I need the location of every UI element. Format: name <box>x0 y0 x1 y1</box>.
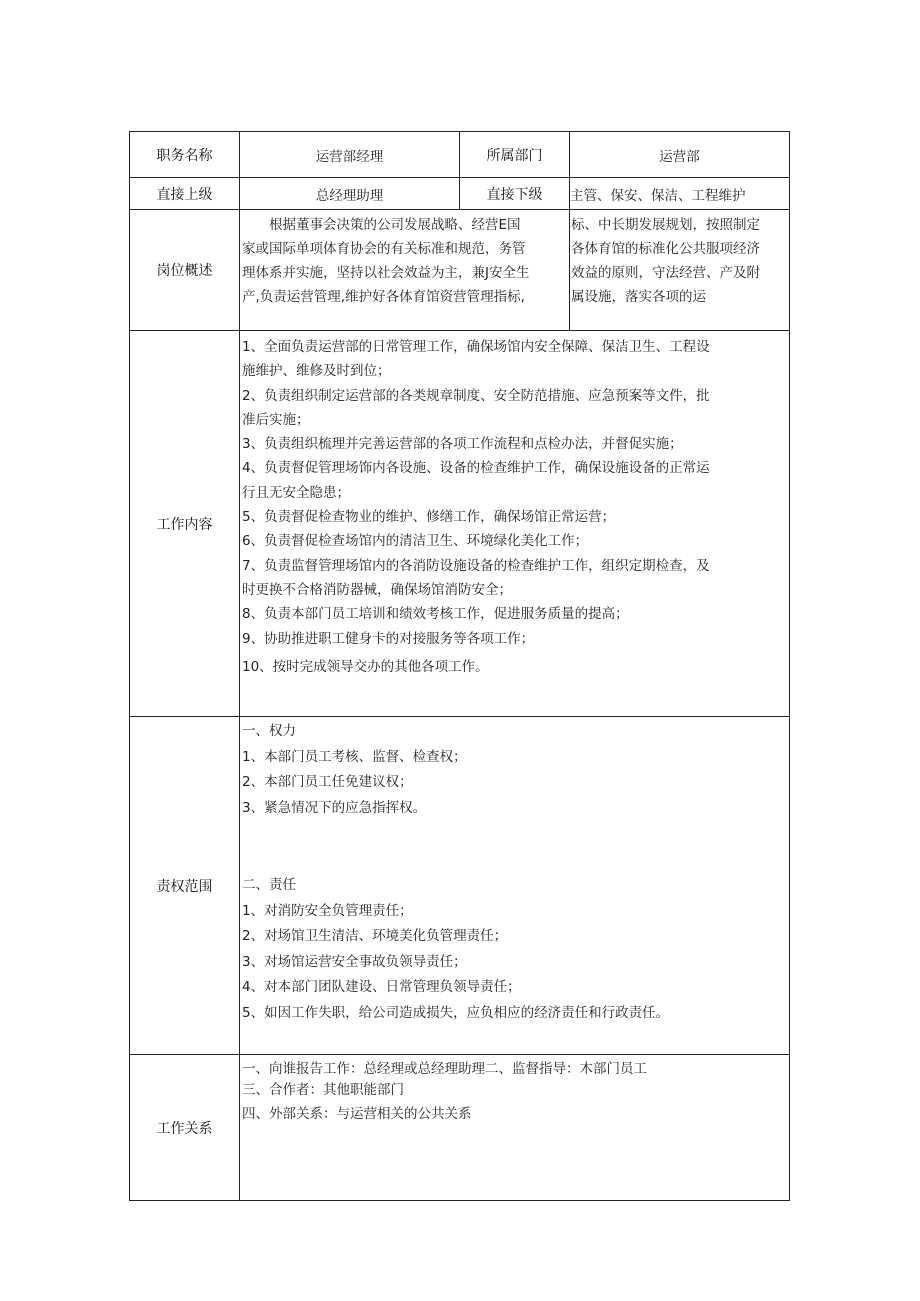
duty-line: 9、协助推进职工健身卡的对接服务等各项工作； <box>242 630 535 647</box>
duty-line: 4、负责督促管理场饰内各设施、设备的检查维护工作，确保设施设备的正常运 <box>242 460 710 477</box>
responsibility-line: 4、对本部门团队建设、日常管理负领导责任； <box>242 979 521 995</box>
table-border-right <box>789 131 790 1201</box>
duty-line: 8、负责本部门员工培训和绩效考核工作，促进服务质量的提高； <box>242 606 629 623</box>
direct-superior-value: 总经理助理 <box>315 187 384 204</box>
overview-left-text <box>242 213 568 309</box>
direct-superior-label: 直接上级 <box>156 186 213 203</box>
duty-line: 7、负责监督管理场馆内的各消防设施设备的检查维护工作，组织定期检查，及 <box>242 557 710 574</box>
job-title-label: 职务名称 <box>156 147 213 164</box>
power-line: 1、本部门员工考核、监督、检查权； <box>242 748 467 765</box>
duty-line: 6、负责督促检查场馆内的清洁卫生、环境绿化美化工作； <box>242 533 589 550</box>
power-line: 一、权力 <box>242 723 296 739</box>
power-list <box>242 719 787 821</box>
overview-label: 岗位概述 <box>156 263 213 279</box>
responsibility-line: 2、对场馆卫生清洁、环境美化负管理责任； <box>242 928 508 944</box>
table-border-bottom <box>129 1200 790 1201</box>
responsibility-list <box>242 873 787 1026</box>
power-line: 3、紧急情况下的应急指挥权。 <box>242 799 427 816</box>
duty-line: 5、负责督促检查物业的维护、修缮工作，确保场馆正常运营； <box>242 509 616 526</box>
relation-line: 三、合作者：其他职能部门 <box>242 1082 404 1098</box>
job-description-table <box>129 131 790 1201</box>
work-relations-label: 工作关系 <box>156 1120 213 1137</box>
overview-right-line: 各体育馆的标准化公共服项经济 <box>571 241 760 257</box>
duty-line: 10、按时完成领导交办的其他各项工作。 <box>242 658 489 675</box>
authority-scope-label: 责权范围 <box>156 878 213 895</box>
relation-line: 四、外部关系：与运营相关的公共关系 <box>242 1106 472 1122</box>
responsibility-line: 1、对消防安全负管理责任； <box>242 902 413 919</box>
relations-list <box>242 1059 787 1125</box>
direct-subordinate-value: 主管、保安、保洁、工程维护 <box>570 187 746 204</box>
label-column-divider <box>239 131 240 1201</box>
duty-line: 时更换不合格消防器械，确保场馆消防安全； <box>242 581 512 598</box>
department-label: 所属部门 <box>486 147 543 164</box>
overview-left-line: 理体系并实施，坚持以社会效益为主，兼J安全生 <box>242 265 530 281</box>
job-title-value: 运营部经理 <box>315 148 384 165</box>
duty-line: 施维护、维修及时到位； <box>242 363 391 380</box>
duties-label: 工作内容 <box>156 516 213 533</box>
department-value: 运营部 <box>659 148 700 165</box>
overview-left-line: 根据董事会决策的公司发展战略、经营E国 <box>269 217 521 233</box>
overview-left-line: 产,负责运营管理,维护好各体育馆资营管理指标, <box>242 289 525 305</box>
overview-right-line: 效益的原则，守法经营、产及附 <box>571 265 760 281</box>
power-line: 2、本部门员工任免建议权； <box>242 774 413 790</box>
duty-line: 2、负责组织制定运营部的各类规章制度、安全防范措施、应急预案等文件，批 <box>242 387 710 404</box>
duties-list <box>242 335 787 679</box>
overview-right-line: 标、中长期发展规划，按照制定 <box>571 217 760 233</box>
responsibility-line: 二、责任 <box>242 877 296 893</box>
relation-line: 一、向谁报告工作：总经理或总经理助理二、监督指导：木部门员工 <box>242 1061 647 1077</box>
overview-right-text <box>571 213 788 309</box>
duty-line: 准后实施； <box>242 411 310 428</box>
responsibility-line: 3、对场馆运营安全事故负领导责任； <box>242 953 467 970</box>
responsibility-line: 5、如因工作失职，给公司造成损失，应负相应的经济责任和行政责任。 <box>242 1004 670 1021</box>
overview-right-line: 属设施，落实各项的运 <box>571 289 706 305</box>
duty-line: 行且无安全隐患； <box>242 484 350 501</box>
duty-line: 1、全面负责运营部的日常管理工作，确保场馆内安全保障、保洁卫生、工程设 <box>242 339 710 355</box>
overview-left-line: 家或国际单项体育协会的有关标准和规范，务管 <box>242 241 526 257</box>
duty-line: 3、负责组织梳理并完善运营部的各项工作流程和点检办法，并督促实施； <box>242 436 683 453</box>
direct-subordinate-label: 直接下级 <box>486 186 543 203</box>
